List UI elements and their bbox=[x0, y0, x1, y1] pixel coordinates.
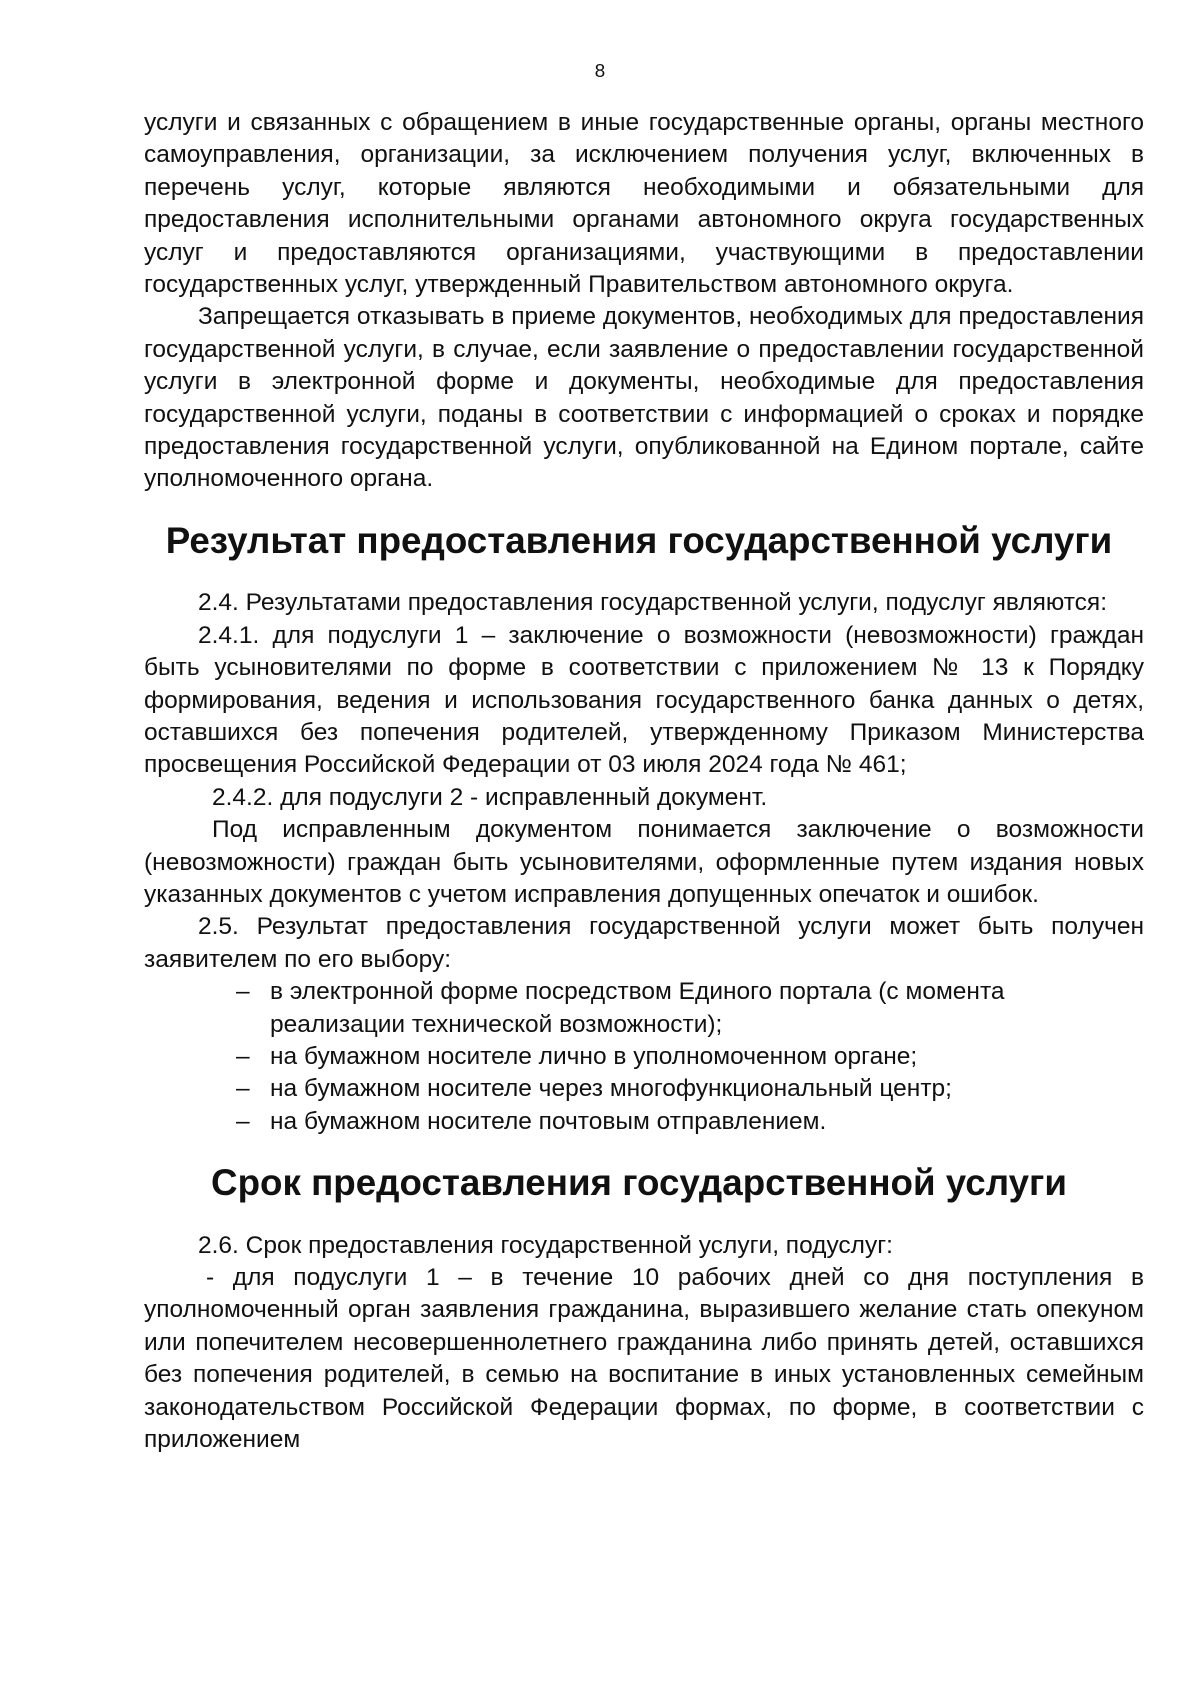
paragraph-2-4-1: 2.4.1. для подуслуги 1 – заключение о возможности (невозможности) граждан быть усыновителями по форме в соответствии с приложением № 13 к Порядку формирования, ведения и использования государственного банка данных о детях, оставшихся без попечения родителей, утвержденному Приказом Министерства просвещения Российской Федерации от 03 июля 2024 года № 461; bbox=[144, 621, 1144, 779]
list-item: – на бумажном носителе почтовым отправлением. bbox=[236, 1106, 1144, 1138]
paragraph-2-4: 2.4. Результатами предоставления государственной услуги, подуслуг являются: bbox=[198, 589, 1108, 617]
paragraph-2-6: 2.6. Срок предоставления государственной услуги, подуслуг: bbox=[198, 1231, 893, 1259]
dash-marker: – bbox=[236, 1107, 250, 1135]
page-number: 8 bbox=[594, 61, 606, 83]
paragraph-2-4-2: 2.4.2. для подуслуги 2 - исправленный документ. bbox=[212, 783, 768, 811]
dash-marker: – bbox=[236, 1042, 250, 1070]
paragraph-corrected-document: Под исправленным документом понимается заключение о возможности (невозможности) граждан быть усыновителями, оформленные путем издания новых указанных документов с учетом исправления допущенных опечаток и ошибок. bbox=[144, 816, 1144, 908]
section-heading-term: Срок предоставления государственной услуги bbox=[211, 1162, 1067, 1204]
dash-marker: – bbox=[236, 978, 250, 1006]
list-item: – на бумажном носителе через многофункциональный центр; bbox=[236, 1073, 1144, 1105]
document-body bbox=[144, 107, 1144, 1456]
result-delivery-options-list bbox=[144, 976, 1144, 1138]
list-item: – в электронной форме посредством Единого портала (с момента реализации технической возможности); bbox=[236, 978, 1005, 1038]
list-item: – на бумажном носителе лично в уполномоченном органе; bbox=[236, 1041, 1144, 1073]
paragraph-subservice-1-term: - для подуслуги 1 – в течение 10 рабочих дней со дня поступления в уполномоченный орган заявления гражданина, выразившего желание стать опекуном или попечителем несовершеннолетнего гражданина либо принять детей, оставшихся без попечения родителей, в семью на воспитание в иных установленных семейным законодательством Российской Федерации формах, по форме, в соответствии с приложением bbox=[144, 1264, 1144, 1454]
paragraph-refusal-prohibited: Запрещается отказывать в приеме документов, необходимых для предоставления государственной услуги, в случае, если заявление о предоставлении государственной услуги в электронной форме и документы, необходимые для предоставления государственной услуги, поданы в соответствии с информацией о сроках и порядке предоставления государственной услуги, опубликованной на Едином портале, сайте уполномоченного органа. bbox=[144, 303, 1144, 493]
paragraph-services-list: услуги и связанных с обращением в иные государственные органы, органы местного самоуправления, организации, за исключением получения услуг, включенных в перечень услуг, которые являются необходимыми и обязательными для предоставления исполнительными органами автономного округа государственных услуг и предоставляются организациями, участвующими в предоставлении государственных услуг, утвержденный Правительством автономного округа. bbox=[144, 109, 1144, 299]
paragraph-2-5: 2.5. Результат предоставления государственной услуги может быть получен заявителем по его выбору: bbox=[144, 913, 1144, 973]
dash-marker: – bbox=[236, 1075, 250, 1103]
section-heading-result: Результат предоставления государственной услуги bbox=[165, 519, 1113, 561]
